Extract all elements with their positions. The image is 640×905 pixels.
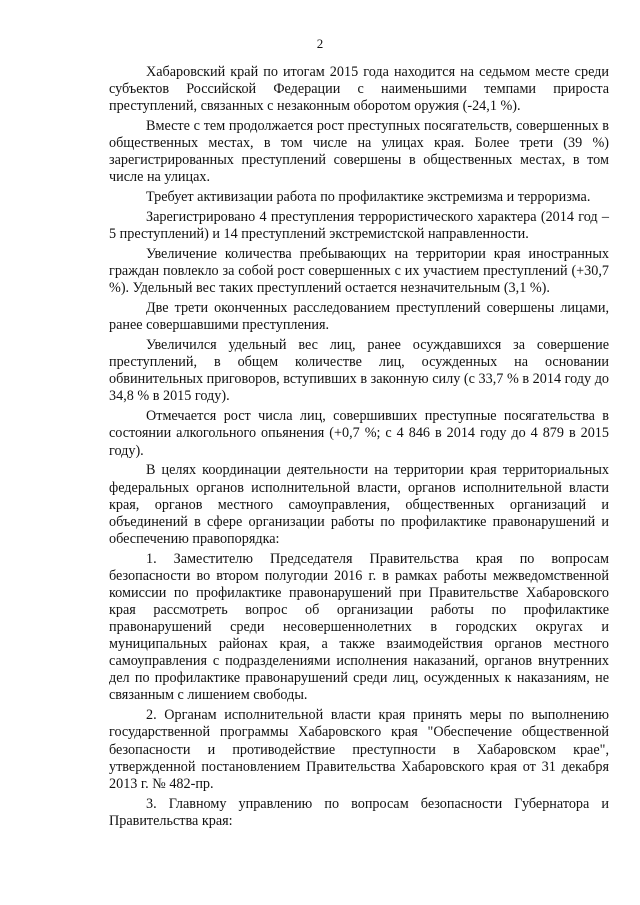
paragraph-8: Отмечается рост числа лиц, совершивших преступные посягательства в состоянии алкогольного опьянения (+0,7 %; с 4 846 в 2014 году до 4 879 в 2015 году). [109, 408, 609, 459]
paragraph-5: Увеличение количества пребывающих на территории края иностранных граждан повлекло за собой рост совершенных с их участием преступлений (+30,7 %). Удельный вес таких преступлений остается незначительным (3,1 %). [109, 246, 609, 297]
paragraph-1: Хабаровский край по итогам 2015 года находится на седьмом месте среди субъектов Российской Федерации с наименьшими темпами прироста преступлений, связанных с незаконным оборотом оружия (-24,1 %). [109, 64, 609, 115]
paragraph-2: Вместе с тем продолжается рост преступных посягательств, совершенных в общественных местах, в том числе на улицах края. Более трети (39 %) зарегистрированных преступлений совершены в общественных местах, в том числе на улицах. [109, 118, 609, 186]
paragraph-10: 1. Заместителю Председателя Правительства края по вопросам безопасности во втором полугодии 2016 г. в рамках работы межведомственной комиссии по профилактике правонарушений при Правительстве Хабаровского края рассмотреть вопрос об организации работы по профилактике правонарушений среди несовершеннолетних в городских округах и муниципальных районах края, а также взаимодействия органов местного самоуправления с подразделениями исполнения наказаний, органов внутренних дел по профилактике правонарушений среди лиц, осужденных к наказаниям, не связанным с лишением свободы. [109, 550, 609, 704]
document-body [109, 64, 609, 833]
paragraph-9: В целях координации деятельности на территории края территориальных федеральных органов исполнительной власти, органов исполнительной власти края, органов местного самоуправления, общественных организаций и объединений в сфере организации работы по профилактике правонарушений и обеспечению правопорядка: [109, 462, 609, 547]
paragraph-6: Две трети оконченных расследованием преступлений совершены лицами, ранее совершавшими преступления. [109, 300, 609, 334]
paragraph-12: 3. Главному управлению по вопросам безопасности Губернатора и Правительства края: [109, 795, 609, 829]
paragraph-11: 2. Органам исполнительной власти края принять меры по выполнению государственной программы Хабаровского края "Обеспечение общественной безопасности и противодействие преступности в Хабаровском крае", утвержденной постановлением Правительства Хабаровского края от 31 декабря 2013 г. № 482-пр. [109, 707, 609, 792]
page-number: 2 [316, 36, 324, 51]
paragraph-7: Увеличился удельный вес лиц, ранее осуждавшихся за совершение преступлений, в общем количестве лиц, осужденных на основании обвинительных приговоров, вступивших в законную силу (с 33,7 % в 2014 году до 34,8 % в 2015 году). [109, 337, 609, 405]
paragraph-3: Требует активизации работа по профилактике экстремизма и терроризма. [146, 189, 591, 206]
paragraph-4: Зарегистрировано 4 преступления террористического характера (2014 год – 5 преступлений) и 14 преступлений экстремистской направленности. [109, 209, 609, 243]
